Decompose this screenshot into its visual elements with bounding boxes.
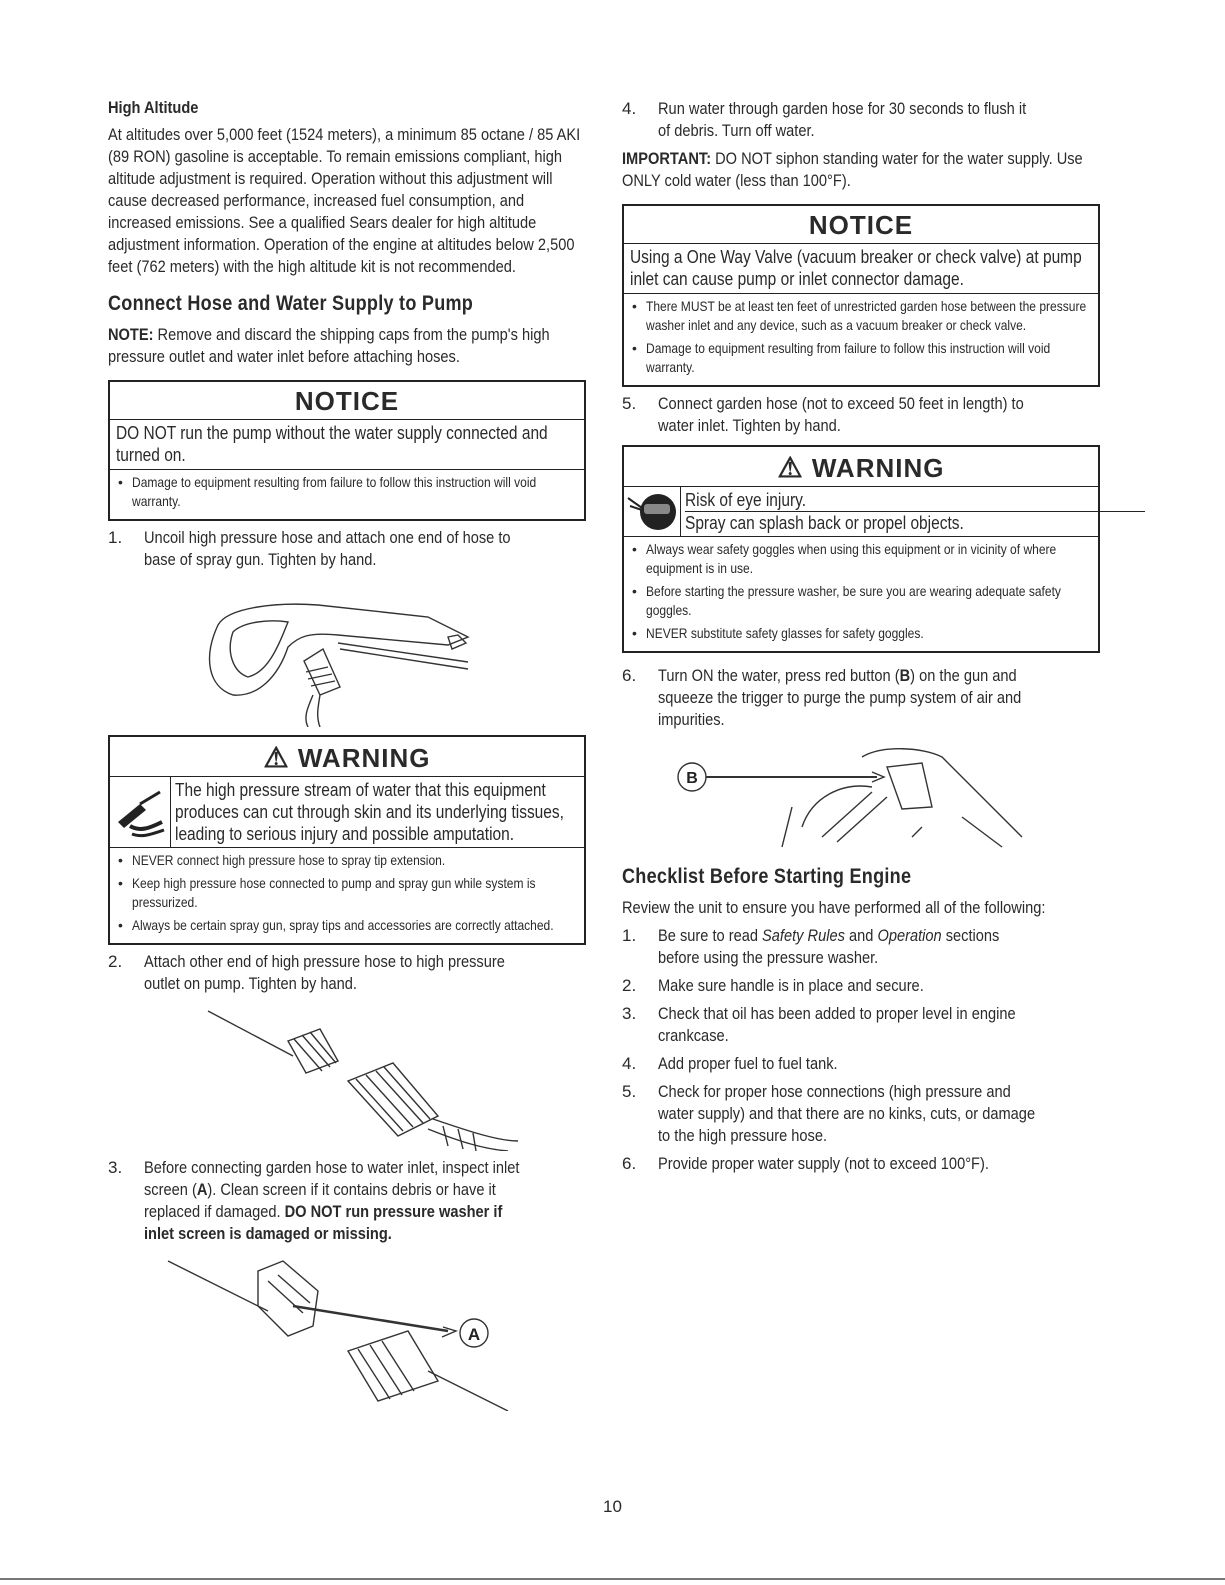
notice-main-text: DO NOT run the pump without the water supply connected and turned on.: [116, 423, 548, 465]
note-text: Remove and discard the shipping caps from the pump's high pressure outlet and water inlet before attaching hoses.: [108, 325, 550, 366]
callout-a: A: [467, 1325, 481, 1344]
page-bottom-rule: [0, 1578, 1225, 1580]
warning-box-1: [108, 735, 586, 945]
checklist-item-3: 3. Check that oil has been added to proper level in engine crankcase.: [622, 1004, 1016, 1045]
checklist-item-6: 6. Provide proper water supply (not to exceed 100°F).: [622, 1154, 989, 1173]
notice-title: NOTICE: [110, 382, 584, 420]
list-item: • Keep high pressure hose connected to pump and spray gun while system is pressurized.: [116, 874, 578, 912]
checklist-item-1: 1. Be sure to read Safety Rules and Operation sections before using the pressure washer.: [622, 926, 1000, 967]
right-column: [622, 98, 1100, 1181]
list-item: • NEVER substitute safety glasses for safety goggles.: [630, 624, 1092, 643]
list-item: • Damage to equipment resulting from failure to follow this instruction will void warranty.: [116, 473, 578, 511]
notice-bullets: [110, 470, 584, 519]
step-5: 5. Connect garden hose (not to exceed 50 feet in length) to water inlet. Tighten by hand.: [622, 394, 1024, 435]
step-4: 4. Run water through garden hose for 30 seconds to flush it of debris. Turn off water.: [622, 99, 1027, 140]
inlet-screen-illustration: [108, 1251, 586, 1411]
warning-bullets: [110, 848, 584, 943]
list-item: • There MUST be at least ten feet of unrestricted garden hose between the pressure washer inlet and any device, such as a vacuum breaker or check valve.: [630, 297, 1092, 335]
list-item: • NEVER connect high pressure hose to spray tip extension.: [116, 851, 578, 870]
note-label: NOTE:: [108, 325, 154, 344]
notice-box-1: [108, 380, 586, 521]
notice-bullets: [624, 294, 1098, 385]
callout-label-b: B: [899, 666, 911, 685]
warning-main-line-2: Spray can splash back or propel objects.: [685, 513, 964, 533]
callout-label-a: A: [196, 1180, 208, 1199]
hose-outlet-illustration: [108, 1001, 586, 1151]
checklist-item-2: 2. Make sure handle is in place and secure.: [622, 976, 924, 995]
checklist-intro: Review the unit to ensure you have performed all of the following:: [622, 898, 1046, 917]
page-number: 10: [603, 1497, 622, 1516]
red-button-illustration: [622, 737, 1100, 857]
step-6: 6. Turn ON the water, press red button (B) on the gun and squeeze the trigger to purge the pump system of air and impurities.: [622, 666, 1022, 729]
high-altitude-heading: High Altitude: [108, 98, 199, 117]
left-column: [108, 98, 586, 1415]
high-pressure-injury-icon: [110, 777, 171, 847]
list-item: • Always be certain spray gun, spray tips and accessories are correctly attached.: [116, 916, 578, 935]
notice-main-text: Using a One Way Valve (vacuum breaker or check valve) at pump inlet can cause pump or inlet connector damage.: [630, 247, 1082, 289]
warning-bullets: [624, 537, 1098, 651]
notice-box-2: [622, 204, 1100, 387]
warning-triangle-icon: ⚠: [777, 452, 804, 483]
warning-title: WARNING: [811, 453, 945, 483]
list-item: • Damage to equipment resulting from failure to follow this instruction will void warranty.: [630, 339, 1092, 377]
spray-gun-illustration: [108, 577, 586, 727]
warning-main-line-1: Risk of eye injury.: [685, 490, 807, 510]
checklist-item-4: 4. Add proper fuel to fuel tank.: [622, 1054, 838, 1073]
list-item: • Before starting the pressure washer, be sure you are wearing adequate safety goggles.: [630, 582, 1092, 620]
step-3: 3. Before connecting garden hose to water inlet, inspect inlet screen (A). Clean screen if it contains debris or have it replaced if damaged. DO NOT run pressure washer if inlet screen is damaged or missing.: [108, 1158, 520, 1243]
important-paragraph: IMPORTANT: DO NOT siphon standing water for the water supply. Use ONLY cold water (less than 100°F).: [622, 149, 1083, 190]
note-paragraph: [108, 324, 586, 368]
checklist-heading: Checklist Before Starting Engine: [622, 865, 912, 888]
high-altitude-text: At altitudes over 5,000 feet (1524 meters), a minimum 85 octane / 85 AKI (89 RON) gasoline is acceptable. To remain emissions compliant, high altitude adjustment is required. Operation without this adjustment will cause decreased performance, increased fuel consumption, and increased emissions. See a qualified Sears dealer for high altitude adjustment information. Operation of the engine at altitudes below 2,500 feet (762 meters) with the high altitude kit is not recommended.: [108, 125, 581, 276]
connect-section-heading: Connect Hose and Water Supply to Pump: [108, 292, 474, 315]
eye-injury-icon: [624, 487, 681, 536]
notice-title: NOTICE: [624, 206, 1098, 244]
checklist-item-5: 5. Check for proper hose connections (high pressure and water supply) and that there are no kinks, cuts, or damage to the high pressure hose.: [622, 1082, 1036, 1145]
step3-warning-bold: DO NOT run pressure washer if inlet screen is damaged or missing.: [144, 1202, 503, 1243]
callout-b: B: [686, 770, 698, 787]
warning-box-2: [622, 445, 1100, 653]
warning-main-text: The high pressure stream of water that this equipment produces can cut through skin and its underlying tissues, leading to serious injury and possible amputation.: [175, 780, 564, 844]
step-2: 2. Attach other end of high pressure hose to high pressure outlet on pump. Tighten by hand.: [108, 952, 505, 993]
list-item: • Always wear safety goggles when using this equipment or in vicinity of where equipment is in use.: [630, 540, 1092, 578]
warning-triangle-icon: ⚠: [263, 742, 290, 773]
warning-title: WARNING: [297, 743, 431, 773]
step-1: 1. Uncoil high pressure hose and attach one end of hose to base of spray gun. Tighten by hand.: [108, 528, 511, 569]
important-label: IMPORTANT:: [622, 149, 712, 168]
